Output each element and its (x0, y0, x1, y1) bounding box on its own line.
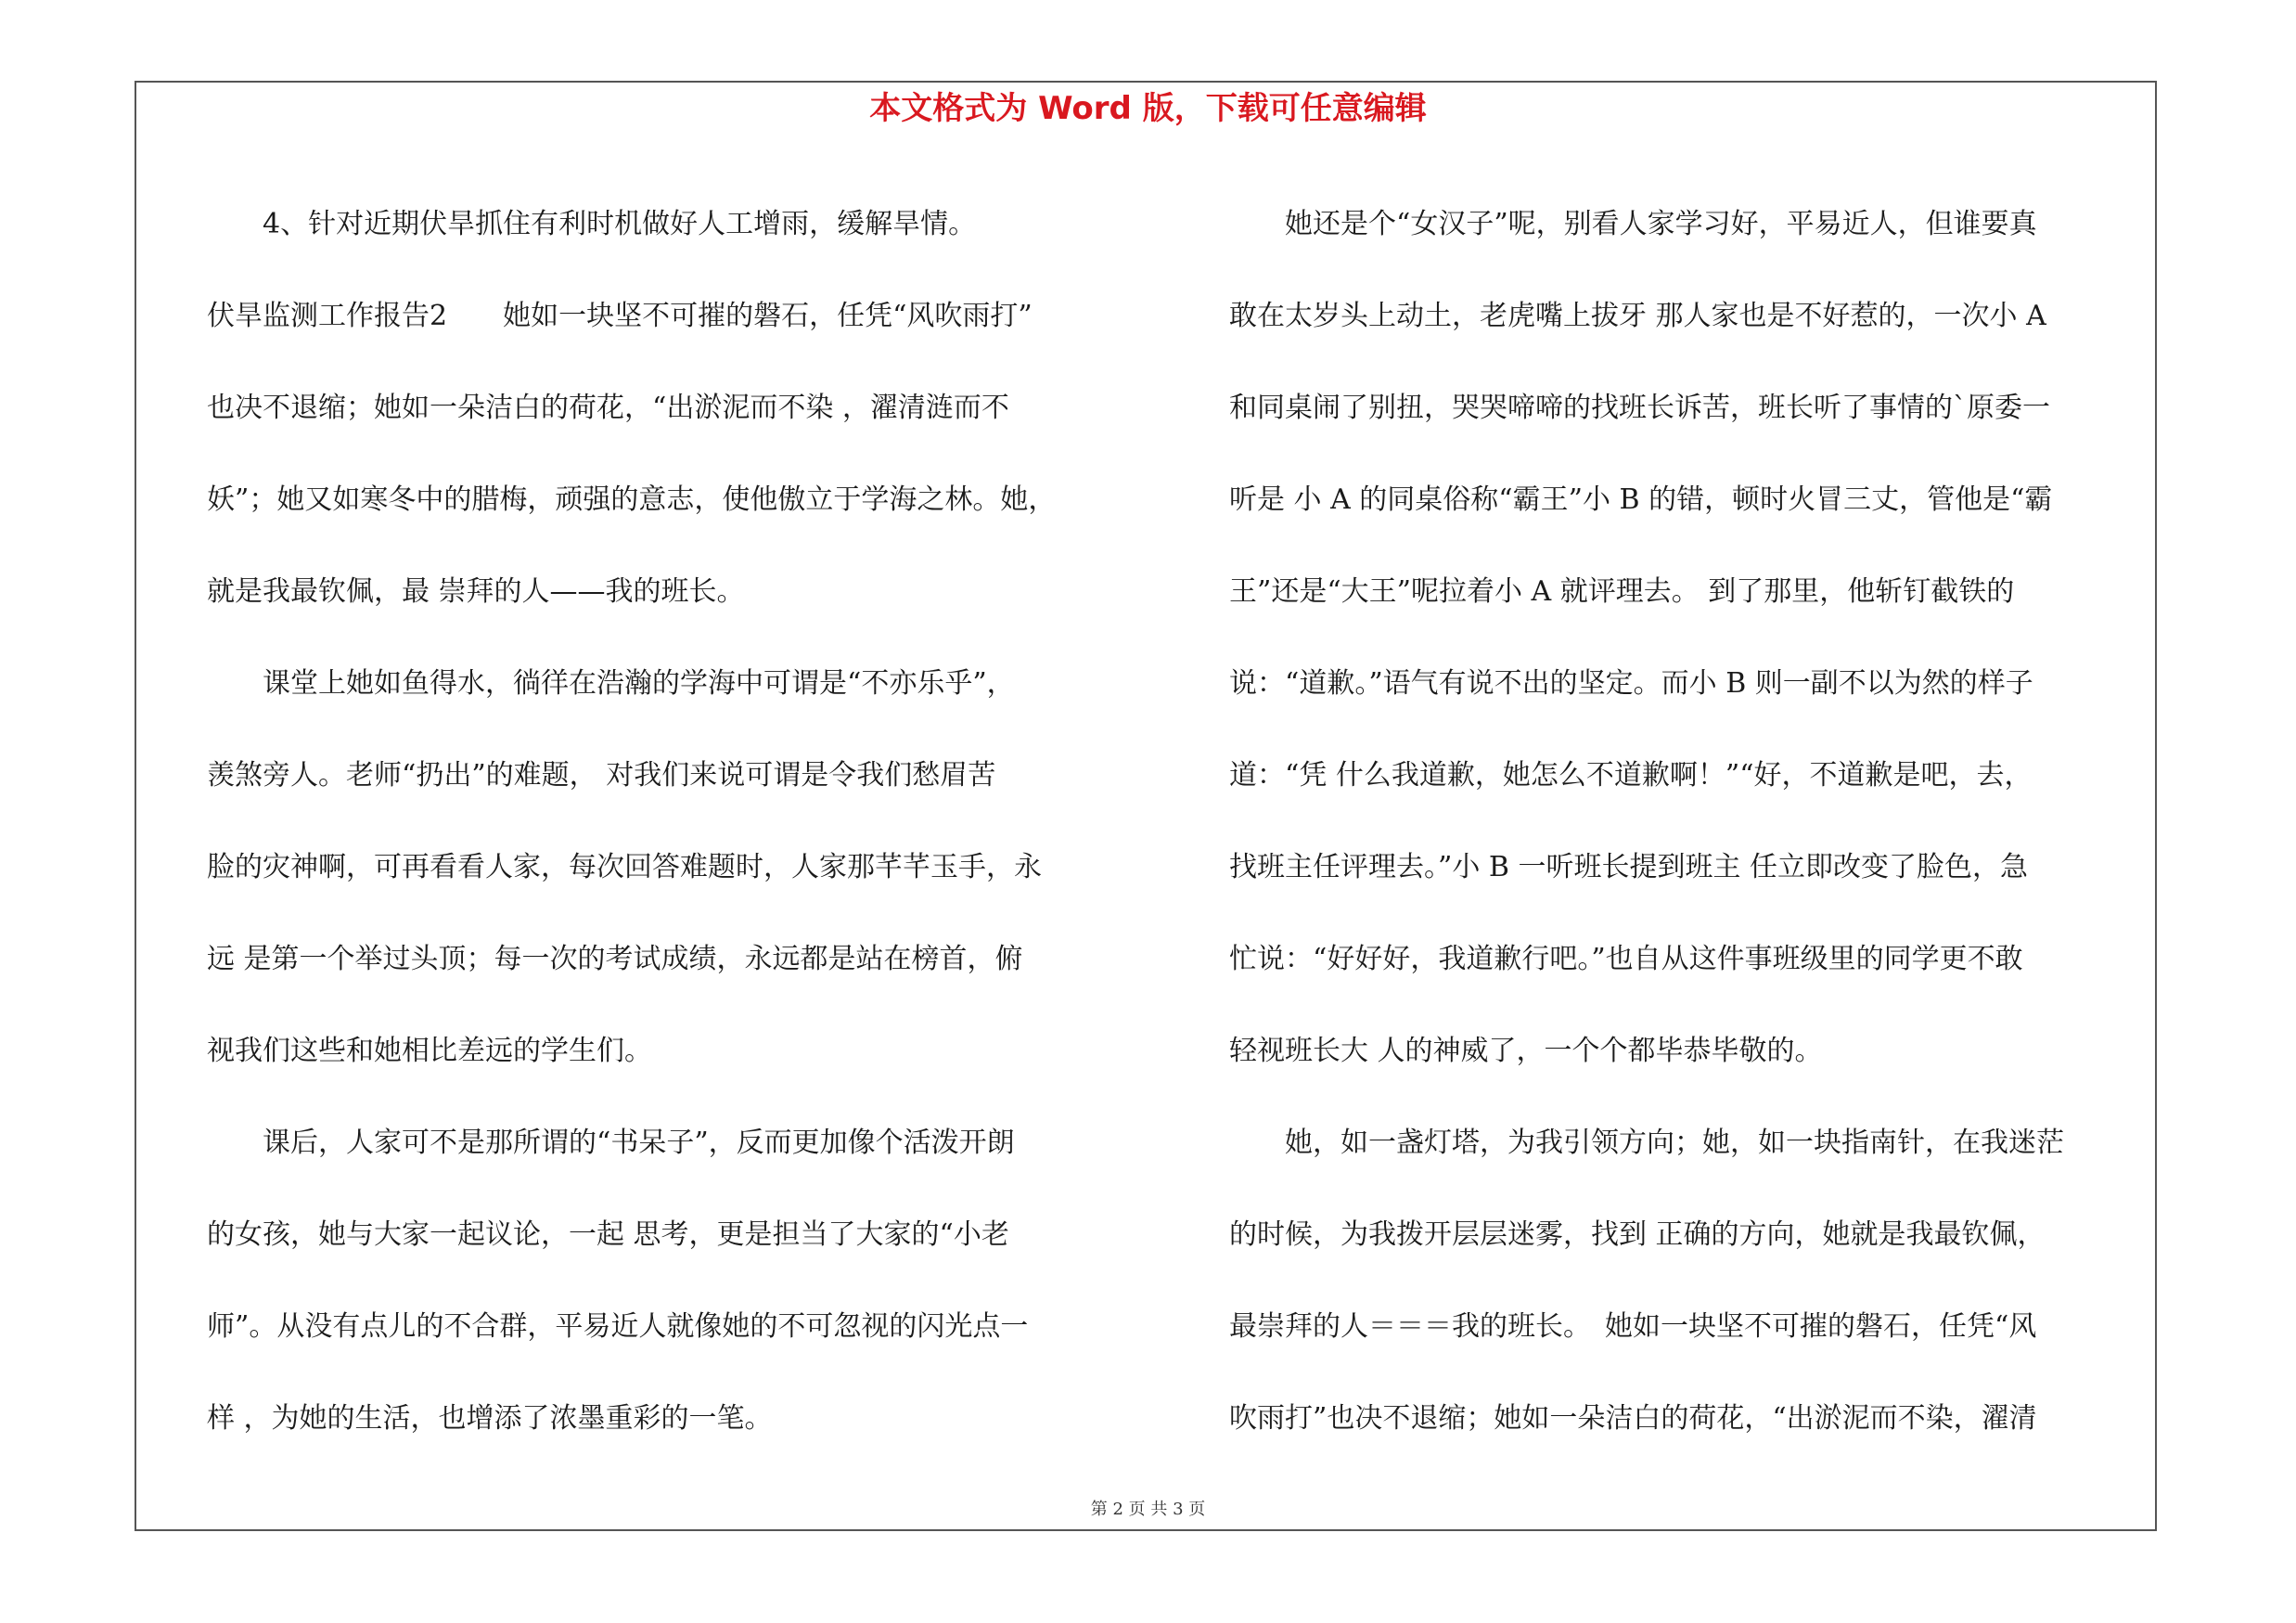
text-line: 脸的灾神啊，可再看看人家，每次回答难题时，人家那芊芊玉手，永 (207, 851, 1042, 883)
text-line: 忙说：“好好好，我道歉行吧。”也自从这件事班级里的同学更不敢 (1229, 943, 2023, 975)
text-line: 王”还是“大王”呢拉着小 A 就评理去。 到了那里，他斩钉截铁的 (1229, 575, 2015, 608)
text-line: 吹雨打”也决不退缩；她如一朵洁白的荷花，“出淤泥而不染，濯清 (1229, 1402, 2037, 1435)
text-line: 找班主任评理去。”小 B 一听班长提到班主 任立即改变了脸色，急 (1229, 851, 2028, 883)
text-line: 也决不退缩；她如一朵洁白的荷花，“出淤泥而不染 ，濯清涟而不 (207, 392, 1009, 424)
text-line: 道：“凭 什么我道歉，她怎么不道歉啊！”“好，不道歉是吧，去， (1229, 759, 2033, 792)
text-line: 课堂上她如鱼得水，徜徉在浩瀚的学海中可谓是“不亦乐乎”， (207, 667, 1015, 700)
text-line: 说：“道歉。”语气有说不出的坚定。而小 B 则一副不以为然的样子 (1229, 667, 2033, 700)
text-line: 和同桌闹了别扭，哭哭啼啼的找班长诉苦，班长听了事情的`原委一 (1229, 392, 2050, 424)
text-line: 的女孩，她与大家一起议论，一起 思考，更是担当了大家的“小老 (207, 1218, 1009, 1251)
text-line: 她还是个“女汉子”呢，别看人家学习好，平易近人，但谁要真 (1229, 208, 2037, 240)
left-column (207, 178, 1164, 1464)
page-number: 第 2 页 共 3 页 (1090, 1500, 1206, 1519)
text-line: 远 是第一个举过头顶；每一次的考试成绩，永远都是站在榜首，俯 (207, 943, 1023, 975)
text-line: 伏旱监测工作报告2 她如一块坚不可摧的磐石，任凭“风吹雨打” (207, 300, 1033, 332)
text-line: 听是 小 A 的同桌俗称“霸王”小 B 的错，顿时火冒三丈，管他是“霸 (1229, 483, 2053, 516)
text-line: 师”。从没有点儿的不合群，平易近人就像她的不可忽视的闪光点一 (207, 1310, 1029, 1343)
text-line: 羡煞旁人。老师“扔出”的难题， 对我们来说可谓是令我们愁眉苦 (207, 759, 996, 792)
text-line: 妖”；她又如寒冬中的腊梅，顽强的意志，使他傲立于学海之林。她， (207, 483, 1057, 516)
text-line: 课后，人家可不是那所谓的“书呆子”，反而更加像个活泼开朗 (207, 1127, 1015, 1159)
text-line: 视我们这些和她相比差远的学生们。 (207, 1035, 652, 1067)
text-line: 轻视班长大 人的神威了，一个个都毕恭毕敬的。 (1229, 1035, 1823, 1067)
format-banner: 本文格式为 Word 版，下载可任意编辑 (869, 90, 1427, 127)
text-line: 她，如一盏灯塔，为我引领方向；她，如一块指南针，在我迷茫 (1229, 1127, 2064, 1159)
text-line: 最崇拜的人＝＝＝我的班长。 她如一块坚不可摧的磐石，任凭“风 (1229, 1310, 2037, 1343)
text-line: 就是我最钦佩，最 崇拜的人——我的班长。 (207, 575, 745, 608)
text-line: 4、针对近期伏旱抓住有利时机做好人工增雨，缓解旱情。 (207, 208, 977, 240)
right-column (1229, 178, 2187, 1464)
text-line: 的时候，为我拨开层层迷雾，找到 正确的方向，她就是我最钦佩， (1229, 1218, 2046, 1251)
text-line: 敢在太岁头上动土，老虎嘴上拔牙 那人家也是不好惹的，一次小 A (1229, 300, 2046, 332)
text-line: 样 ，为她的生活，也增添了浓墨重彩的一笔。 (207, 1402, 773, 1435)
